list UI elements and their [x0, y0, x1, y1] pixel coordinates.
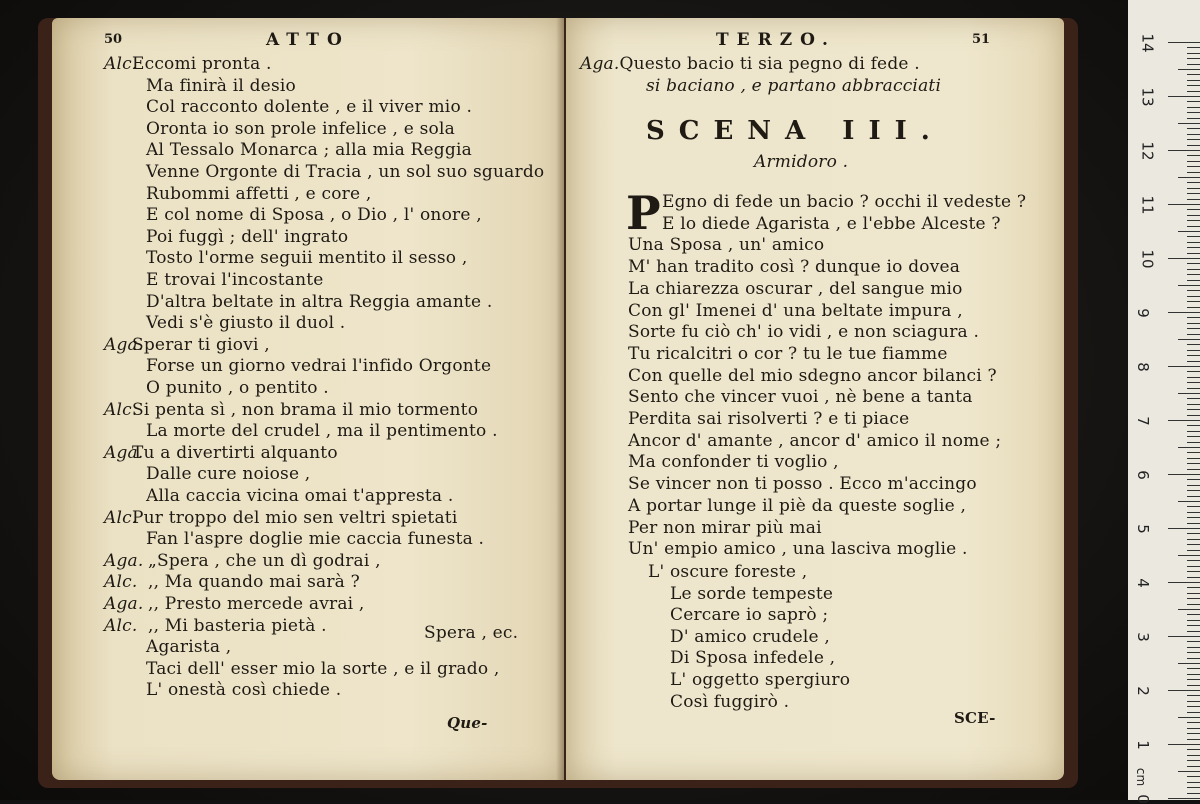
ruler-tick	[1187, 350, 1200, 351]
ruler-tick	[1187, 647, 1200, 648]
ruler-tick	[1187, 652, 1200, 653]
ruler-tick	[1187, 533, 1200, 534]
ruler-tick	[1187, 560, 1200, 561]
ruler-tick	[1187, 334, 1200, 335]
ruler-tick	[1178, 555, 1200, 556]
ruler-tick	[1187, 793, 1200, 794]
ruler-tick	[1187, 85, 1200, 86]
verse-text: Al Tessalo Monarca ; alla mia Reggia	[146, 140, 472, 161]
ruler-tick	[1187, 469, 1200, 470]
ruler-tick	[1187, 307, 1200, 308]
ruler-tick	[1187, 388, 1200, 389]
ruler-tick	[1187, 760, 1200, 761]
verse-line: Ma confonder ti voglio ,	[628, 452, 839, 473]
stage-direction: si baciano , e partano abbracciati	[646, 76, 942, 96]
ruler-tick	[1187, 139, 1200, 140]
right-page	[566, 18, 1064, 780]
ruler-tick	[1187, 47, 1200, 48]
ruler-tick	[1187, 134, 1200, 135]
ruler-tick	[1187, 631, 1200, 632]
dropcap-initial: P	[626, 186, 661, 240]
ruler-tick	[1178, 771, 1200, 772]
ruler-tick	[1187, 236, 1200, 237]
ruler-tick	[1168, 96, 1200, 97]
ruler-tick	[1187, 328, 1200, 329]
ruler-tick	[1187, 398, 1200, 399]
speaker-label: Alc.	[104, 54, 138, 74]
ruler-tick	[1187, 166, 1200, 167]
verse-text: Oronta io son prole infelice , e sola	[146, 118, 455, 139]
speaker-label: Aga.	[104, 442, 144, 463]
ruler-tick	[1187, 442, 1200, 443]
ruler-tick	[1178, 663, 1200, 664]
ruler-number: 12	[1138, 141, 1157, 161]
ruler-tick	[1187, 247, 1200, 248]
verse-text: E trovai l'incostante	[146, 270, 324, 290]
verse-text: ,, Presto mercede avrai ,	[148, 594, 365, 614]
verse-text: Questo bacio ti sia pegno di fede .	[619, 54, 920, 74]
ruler-tick	[1187, 739, 1200, 740]
ruler-number: 2	[1133, 686, 1152, 696]
ruler-tick	[1168, 798, 1200, 799]
aria-line: Le sorde tempeste	[670, 583, 834, 604]
ruler-tick	[1187, 539, 1200, 540]
ruler-tick	[1187, 452, 1200, 453]
speaker-label: Alc.	[104, 572, 138, 593]
ruler-tick	[1187, 74, 1200, 75]
ruler-tick	[1187, 593, 1200, 594]
verse-text: Poi fuggì ; dell' ingrato	[146, 226, 349, 247]
ruler-tick	[1178, 69, 1200, 70]
ruler-tick	[1187, 290, 1200, 291]
ruler-number: 6	[1133, 470, 1152, 480]
ruler-tick	[1187, 242, 1200, 243]
ruler-tick	[1187, 361, 1200, 362]
ruler-tick	[1187, 118, 1200, 119]
verse-line: A portar lunge il piè da queste soglie ,	[628, 495, 967, 516]
verse-line: Perdita sai risolverti ? e ti piace	[628, 409, 910, 429]
verse-text: Si penta sì , non brama il mio tormento	[132, 399, 479, 420]
verse-line: Se vincer non ti posso . Ecco m'accingo	[628, 474, 977, 495]
ruler-tick	[1187, 620, 1200, 621]
verse-text: „Spera , che un dì godrai ,	[148, 550, 381, 571]
ruler-tick	[1187, 209, 1200, 210]
ruler-tick	[1178, 177, 1200, 178]
aria-line: L' oscure foreste ,	[648, 562, 808, 582]
verse-line: Sorte fu ciò ch' io vidi , e non sciagura .	[628, 322, 980, 343]
ruler-number: 3	[1133, 632, 1152, 642]
ruler-tick	[1187, 571, 1200, 572]
verse-line: Ancor d' amante , ancor d' amico il nome ;	[628, 430, 1002, 451]
ruler-tick	[1187, 479, 1200, 480]
verse-text: Tu a divertirti alquanto	[132, 442, 338, 463]
ruler-tick	[1187, 658, 1200, 659]
left-page	[52, 18, 564, 780]
ruler-tick	[1187, 722, 1200, 723]
ruler-tick	[1187, 415, 1200, 416]
ruler-tick	[1187, 172, 1200, 173]
ruler-tick	[1187, 566, 1200, 567]
ruler-tick	[1187, 485, 1200, 486]
ruler-tick	[1187, 685, 1200, 686]
ruler-tick	[1178, 609, 1200, 610]
ruler-tick	[1187, 587, 1200, 588]
ruler-tick	[1187, 550, 1200, 551]
speaker-label: Alc.	[104, 615, 138, 636]
ruler-tick	[1187, 425, 1200, 426]
ruler-tick	[1187, 577, 1200, 578]
ruler-tick	[1187, 544, 1200, 545]
verse-line: Un' empio amico , una lasciva moglie .	[628, 539, 968, 560]
verse-line: Con gl' Imenei d' una beltate impura ,	[628, 300, 963, 321]
ruler-tick	[1187, 182, 1200, 183]
ruler-tick	[1187, 463, 1200, 464]
ruler-tick	[1168, 474, 1200, 475]
ruler-tick	[1187, 679, 1200, 680]
ruler-tick	[1168, 636, 1200, 637]
ruler-tick	[1187, 755, 1200, 756]
ruler-tick	[1187, 490, 1200, 491]
ruler-tick	[1187, 706, 1200, 707]
left-page-number: 50	[104, 32, 123, 47]
ruler-tick	[1168, 366, 1200, 367]
verse-text: Dalle cure noiose ,	[146, 464, 311, 485]
ruler-tick	[1187, 766, 1200, 767]
ruler-tick	[1168, 744, 1200, 745]
ruler-number: 14	[1138, 33, 1157, 53]
verse-text: Fan l'aspre doglie mie caccia funesta .	[146, 529, 485, 550]
ruler-number: 10	[1138, 249, 1157, 269]
ruler-tick	[1187, 728, 1200, 729]
ruler-tick	[1187, 317, 1200, 318]
aria-line: L' oggetto spergiuro	[670, 670, 851, 690]
verse-text: Taci dell' esser mio la sorte , e il grado ,	[146, 658, 500, 679]
ruler-tick	[1178, 285, 1200, 286]
ruler-tick	[1168, 690, 1200, 691]
ruler-tick	[1187, 199, 1200, 200]
ruler-tick	[1187, 58, 1200, 59]
aria-line: Di Sposa infedele ,	[670, 648, 836, 669]
verse-line: Sento che vincer vuoi , nè bene a tanta	[628, 387, 973, 408]
verse-text: Col racconto dolente , e il viver mio .	[146, 97, 473, 118]
verse-text: ,, Mi basteria pietà .	[148, 615, 327, 636]
ruler-number: 13	[1138, 87, 1157, 107]
ruler-unit-label: cm	[1134, 767, 1149, 787]
ruler-tick	[1178, 501, 1200, 502]
verse-text: L' onestà così chiede .	[146, 680, 342, 701]
ruler-number: 9	[1133, 308, 1152, 318]
verse-text: La morte del crudel , ma il pentimento .	[146, 421, 498, 442]
verse-text: Pur troppo del mio sen veltri spietati	[132, 507, 458, 528]
ruler-tick	[1187, 409, 1200, 410]
ruler-tick	[1187, 517, 1200, 518]
ruler-tick	[1187, 674, 1200, 675]
right-catchword: SCE-	[954, 709, 996, 727]
ruler-tick	[1187, 506, 1200, 507]
ruler-tick	[1187, 253, 1200, 254]
verse-text: Sperar ti giovi ,	[132, 334, 270, 355]
ruler-tick	[1187, 733, 1200, 734]
ruler-number: 1	[1133, 740, 1152, 750]
ruler-tick	[1168, 150, 1200, 151]
ruler-tick	[1187, 323, 1200, 324]
ruler-number: 8	[1133, 362, 1152, 372]
ruler-tick	[1168, 582, 1200, 583]
aria-line: D' amico crudele ,	[670, 626, 831, 647]
right-page-number: 51	[972, 32, 991, 47]
aria-line: Così fuggirò .	[670, 691, 790, 712]
ruler-tick	[1178, 393, 1200, 394]
ruler-number: 5	[1133, 524, 1152, 534]
verse-text: Venne Orgonte di Tracia , un sol suo sguardo	[146, 162, 545, 182]
ruler-tick	[1187, 301, 1200, 302]
speaker-label: Aga.	[104, 334, 144, 355]
ruler-tick	[1187, 625, 1200, 626]
measurement-ruler	[1128, 0, 1200, 804]
left-aside: Spera , ec.	[424, 623, 519, 643]
ruler-tick	[1168, 312, 1200, 313]
verse-line: Per non mirar più mai	[628, 517, 822, 538]
ruler-tick	[1187, 344, 1200, 345]
ruler-tick	[1168, 258, 1200, 259]
ruler-tick	[1187, 431, 1200, 432]
ruler-tick	[1187, 296, 1200, 297]
verse-line: Tu ricalcitri o cor ? tu le tue fiamme	[628, 343, 948, 364]
ruler-tick	[1178, 339, 1200, 340]
ruler-tick	[1187, 604, 1200, 605]
verse-line: Con quelle del mio sdegno ancor bilanci ?	[628, 365, 997, 386]
ruler-tick	[1187, 145, 1200, 146]
ruler-tick	[1187, 404, 1200, 405]
ruler-tick	[1187, 64, 1200, 65]
verse-line: M' han tradito così ? dunque io dovea	[628, 257, 961, 278]
ruler-tick	[1168, 204, 1200, 205]
ruler-number: 7	[1133, 416, 1152, 426]
ruler-tick	[1187, 155, 1200, 156]
ruler-tick	[1187, 701, 1200, 702]
ruler-tick	[1187, 80, 1200, 81]
verse-line: Egno di fede un bacio ? occhi il vedeste ?	[662, 192, 1027, 212]
ruler-tick	[1187, 749, 1200, 750]
verse-text: Agarista ,	[146, 637, 232, 658]
ruler-number: 4	[1133, 578, 1152, 588]
ruler-tick	[1187, 382, 1200, 383]
ruler-tick	[1187, 436, 1200, 437]
verse-text: Eccomi pronta .	[132, 54, 272, 74]
ruler-tick	[1187, 598, 1200, 599]
verse-text: Forse un giorno vedrai l'infido Orgonte	[146, 356, 492, 377]
ruler-tick	[1178, 717, 1200, 718]
speaker-label: Aga.	[104, 550, 144, 571]
verse-text: Alla caccia vicina omai t'appresta .	[146, 486, 454, 506]
right-running-head: TERZO.	[716, 30, 836, 50]
ruler-tick	[1187, 614, 1200, 615]
ruler-tick	[1178, 123, 1200, 124]
ruler-tick	[1178, 447, 1200, 448]
verse-text: Vedi s'è giusto il duol .	[146, 313, 346, 334]
ruler-tick	[1187, 377, 1200, 378]
speaker-label: Alc.	[104, 507, 138, 528]
ruler-tick	[1187, 91, 1200, 92]
ruler-tick	[1187, 280, 1200, 281]
ruler-tick	[1187, 53, 1200, 54]
right-top-line	[580, 54, 920, 74]
ruler-tick	[1187, 101, 1200, 102]
ruler-tick	[1187, 496, 1200, 497]
ruler-tick	[1187, 215, 1200, 216]
ruler-tick	[1187, 523, 1200, 524]
ruler-tick	[1187, 161, 1200, 162]
ruler-tick	[1187, 712, 1200, 713]
speaker-label: Aga.	[580, 54, 620, 74]
verse-text: O punito , o pentito .	[146, 378, 329, 398]
verse-text: ,, Ma quando mai sarà ?	[148, 572, 360, 593]
verse-text: Ma finirà il desio	[146, 75, 296, 96]
ruler-tick	[1187, 641, 1200, 642]
ruler-tick	[1187, 668, 1200, 669]
ruler-tick	[1187, 188, 1200, 189]
ruler-tick	[1168, 42, 1200, 43]
ruler-number: 0	[1133, 794, 1152, 804]
speaker-label: Alc.	[104, 399, 138, 420]
ruler-tick	[1187, 263, 1200, 264]
ruler-tick	[1187, 269, 1200, 270]
verse-text: D'altra beltate in altra Reggia amante .	[146, 291, 493, 312]
ruler-tick	[1187, 458, 1200, 459]
ruler-tick	[1168, 420, 1200, 421]
scene-character: Armidoro .	[754, 152, 849, 172]
verse-line: Una Sposa , un' amico	[628, 235, 825, 256]
ruler-tick	[1187, 695, 1200, 696]
verse-text: Tosto l'orme seguii mentito il sesso ,	[146, 248, 468, 269]
left-catchword: Que-	[447, 714, 488, 732]
verse-text: Rubommi affetti , e core ,	[146, 183, 372, 204]
ruler-tick	[1187, 274, 1200, 275]
ruler-number: 11	[1138, 195, 1157, 215]
verse-line: E lo diede Agarista , e l'ebbe Alceste ?	[662, 213, 1001, 234]
ruler-tick	[1178, 231, 1200, 232]
left-running-head: ATTO	[266, 30, 350, 50]
ruler-tick	[1187, 128, 1200, 129]
ruler-tick	[1168, 528, 1200, 529]
speaker-label: Aga.	[104, 594, 144, 614]
ruler-tick	[1187, 226, 1200, 227]
ruler-tick	[1187, 107, 1200, 108]
ruler-tick	[1187, 220, 1200, 221]
verse-line: La chiarezza oscurar , del sangue mio	[628, 278, 963, 299]
ruler-tick	[1187, 112, 1200, 113]
ruler-tick	[1187, 776, 1200, 777]
aria-line: Cercare io saprò ;	[670, 605, 829, 626]
ruler-tick	[1187, 371, 1200, 372]
ruler-tick	[1187, 782, 1200, 783]
scene-title: SCENA III.	[646, 116, 944, 146]
ruler-tick	[1187, 355, 1200, 356]
ruler-tick	[1187, 512, 1200, 513]
ruler-tick	[1187, 787, 1200, 788]
ruler-tick	[1187, 193, 1200, 194]
verse-text: E col nome di Sposa , o Dio , l' onore ,	[146, 205, 482, 226]
